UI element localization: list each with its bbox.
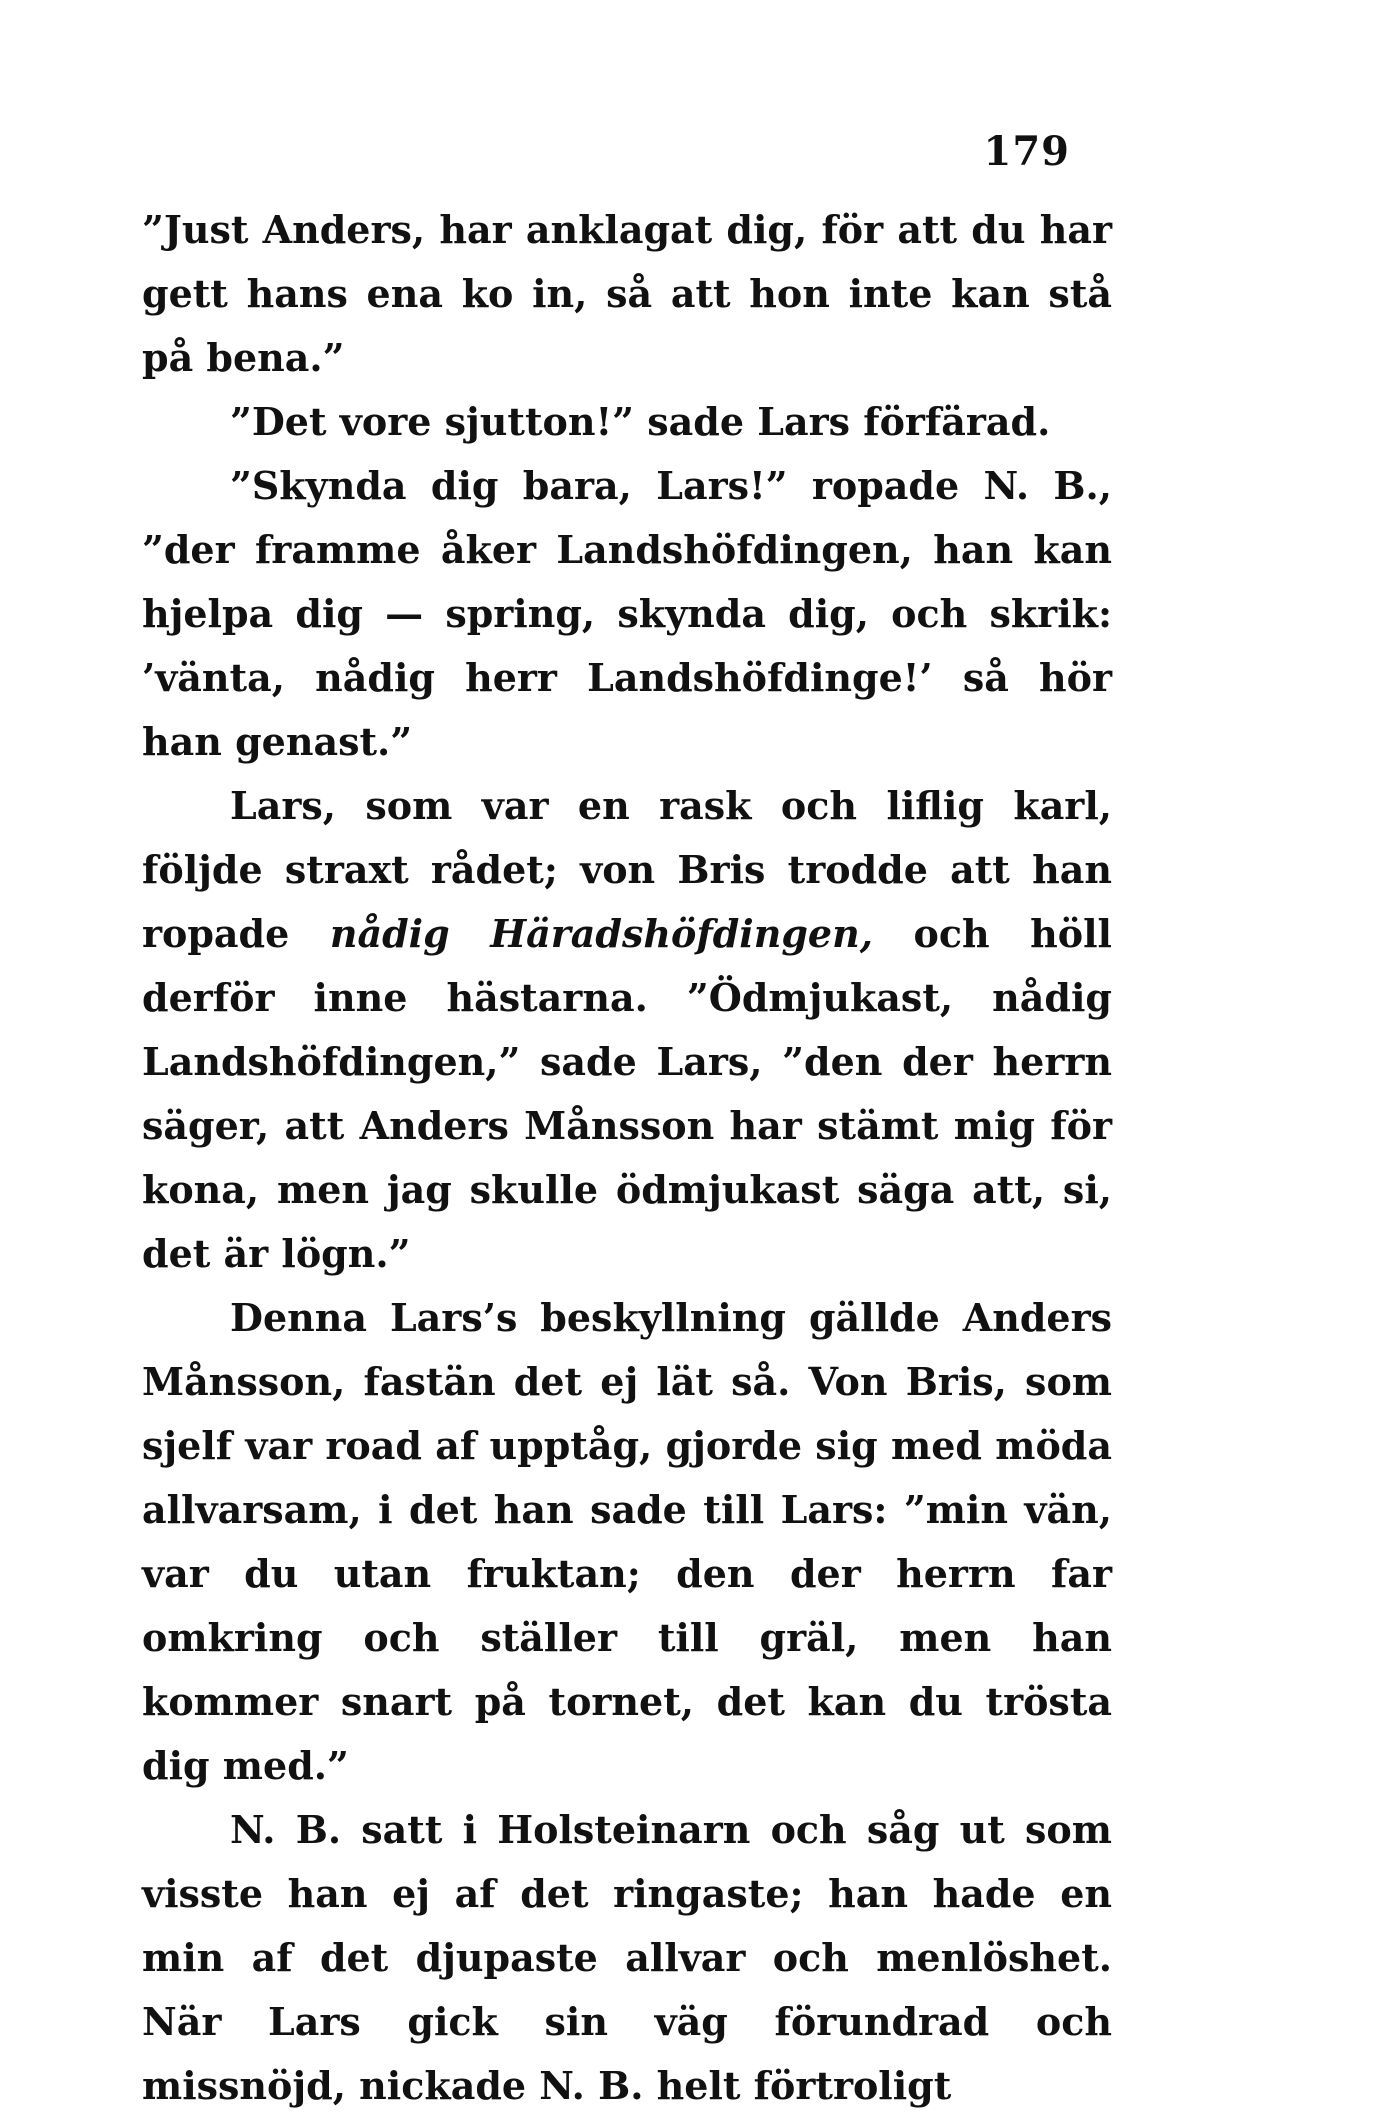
paragraph-text: Lars, som var en rask och liflig karl, följde straxt rådet; von Bris trodde att han ropade xyxy=(142,783,1112,956)
paragraph: ”Skynda dig bara, Lars!” ropade N. B., ”der framme åker Landshöfdingen, han kan hjelpa dig — spring, skynda dig, och skrik: ’vänta, nådig herr Landshöfdinge!’ så hör han genast.” xyxy=(142,463,1112,764)
paragraph: ”Just Anders, har anklagat dig, för att du har gett hans ena ko in, så att hon inte kan stå på bena.” xyxy=(142,207,1112,380)
paragraph-text: och höll derför inne hästarna. ”Ödmjukast, nådig Landshöfdingen,” sade Lars, ”den der herrn säger, att Anders Månsson har stämt mig för kona, men jag skulle ödmjukast säga att, si, det är lögn.” xyxy=(142,911,1112,1276)
page-body xyxy=(142,198,1112,2118)
page-number: 179 xyxy=(983,128,1070,175)
italic-phrase: nådig Häradshöfdingen, xyxy=(329,911,873,956)
paragraph: ”Det vore sjutton!” sade Lars förfärad. xyxy=(230,399,1051,444)
paragraph: N. B. satt i Holsteinarn och såg ut som visste han ej af det ringaste; han hade en min af det djupaste allvar och menlöshet. När Lars gick sin väg förundrad och missnöjd, nickade N. B. helt förtroligt xyxy=(142,1807,1112,2108)
paragraph: Denna Lars’s beskyllning gällde Anders Månsson, fastän det ej lät så. Von Bris, som sjelf var road af upptåg, gjorde sig med möda allvarsam, i det han sade till Lars: ”min vän, var du utan fruktan; den der herrn far omkring och ställer till gräl, men han kommer snart på tornet, det kan du trösta dig med.” xyxy=(142,1295,1112,1788)
paragraph xyxy=(142,774,1112,1286)
